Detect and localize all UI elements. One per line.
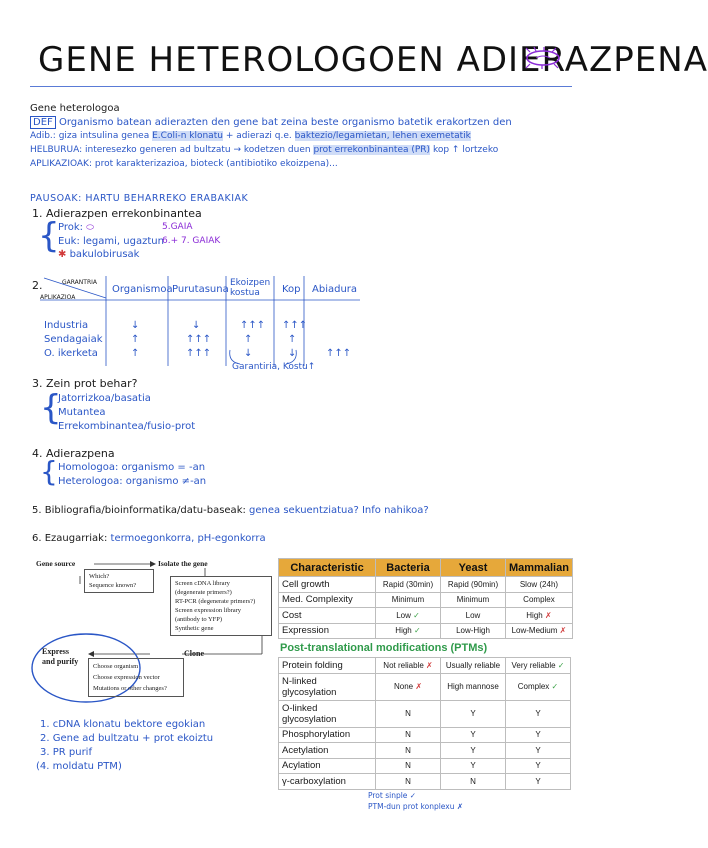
flow-choice-3: Mutations or other changes? — [93, 685, 167, 692]
flow-express: Express — [42, 647, 69, 656]
flow-isolate: Isolate the gene — [158, 559, 208, 568]
carboxylation-bacteria: N — [376, 774, 441, 790]
virus-icon: ✱ — [58, 249, 67, 260]
step-4-item-1: Homologoa: organismo = -an — [58, 462, 206, 473]
col-abiadura: Abiadura — [312, 284, 358, 295]
step-1-prok-ref: 5.GAIA — [162, 222, 193, 232]
step-3-brace-icon: { — [40, 388, 62, 428]
cell-ikerketa-kostua: ↓ — [244, 348, 253, 359]
def-line — [30, 117, 512, 128]
helburua-text-e: kop ↑ lortzeko — [432, 145, 499, 155]
protein-folding-yeast: Usually reliable — [441, 658, 506, 674]
step-4-title: 4. Adierazpena — [32, 447, 115, 460]
check-icon: ✓ — [557, 660, 565, 670]
phosphorylation-mammalian: Y — [506, 727, 571, 743]
def-label: DEF — [30, 116, 56, 129]
cost-bacteria-cell — [376, 608, 441, 624]
step-1-prok — [58, 222, 94, 234]
adib-text-b: E.Coli-n klonatu — [152, 131, 223, 141]
n-linked-yeast: High mannose — [441, 673, 506, 700]
cost-mammalian: High — [526, 610, 543, 620]
title-underline — [30, 86, 572, 87]
step-6-line — [32, 533, 266, 544]
steps-list-1: 1. cDNA klonatu bektore egokian — [40, 719, 206, 730]
helburua-text-a: interesezko generen ad bultzatu — [84, 145, 231, 155]
n-linked-mammalian: Complex — [517, 682, 550, 691]
adib-label: Adib.: — [30, 131, 56, 141]
check-icon: ✓ — [413, 610, 420, 620]
acylation-bacteria: N — [376, 758, 441, 774]
flow-which: Which? — [89, 573, 110, 580]
cell-sendagaiak-organismoa: ↑ — [131, 334, 140, 345]
cell-sendagaiak-kop: ↑ — [288, 334, 297, 345]
comparison-table-wrap — [278, 558, 573, 639]
acylation-label: Acylation — [279, 758, 376, 774]
cross-icon: ✗ — [426, 660, 433, 670]
cell-sendagaiak-purutasuna: ↑↑↑ — [186, 334, 212, 345]
cell-growth-label: Cell growth — [279, 577, 376, 593]
helburua-text-d: prot errekonbinantea (PR) — [313, 145, 431, 155]
cell-industria-kop: ↑↑↑ — [282, 320, 308, 331]
col-organismoa: Organismoa — [112, 284, 173, 295]
adib-text-d: q.e. — [274, 131, 292, 141]
flow-which-box — [84, 569, 154, 593]
cell-growth-bacteria: Rapid (30min) — [376, 577, 441, 593]
row-industria-label: Industria — [44, 320, 89, 331]
step-1-bak — [58, 249, 139, 260]
cross-icon: ✗ — [544, 610, 552, 620]
flow-gene-source: Gene source — [36, 559, 76, 568]
table-row — [279, 700, 571, 727]
comparison-table — [278, 558, 573, 639]
flow-options-box — [170, 576, 272, 636]
flow-express-label — [42, 647, 78, 667]
flow-seq-known: Sequence known? — [89, 582, 137, 589]
med-complexity-yeast: Minimum — [441, 592, 506, 608]
adib-text-e: baktezio/legamietan, lehen exemetatik — [294, 131, 471, 141]
n-linked-bacteria-cell — [376, 673, 441, 700]
step-3-item-3: Errekombinantea/fusio-prot — [58, 421, 196, 432]
cell-growth-mammalian: Slow (24h) — [506, 577, 573, 593]
phosphorylation-bacteria: N — [376, 727, 441, 743]
flow-option-2: (degenerate primers?) — [175, 589, 232, 596]
cost-mammalian-cell — [506, 608, 573, 624]
table-row — [279, 743, 571, 759]
helburua-text-b: → — [233, 145, 242, 155]
table-row — [279, 727, 571, 743]
flow-option-5: (antibody to YFP) — [175, 616, 223, 623]
expression-yeast: Low-High — [441, 623, 506, 639]
col-ekoizpen-kostua: Ekoizpen kostua — [230, 278, 271, 298]
n-linked-bacteria: None — [393, 682, 414, 691]
steps-list-3: 3. PR purif — [40, 747, 92, 758]
row-sendagaiak-label: Sendagaiak — [44, 334, 103, 345]
check-icon: ✓ — [551, 682, 559, 691]
flow-choices-box — [88, 658, 184, 697]
table-row — [279, 758, 571, 774]
steps-list-2: 2. Gene ad bultzatu + prot ekoiztu — [40, 733, 214, 744]
protein-folding-mammalian-cell — [506, 658, 571, 674]
expression-mammalian-cell — [506, 623, 573, 639]
flow-and-purify: and purify — [42, 657, 79, 666]
ptm-table — [278, 657, 571, 790]
header-mammalian: Mammalian — [506, 559, 573, 577]
step-1-bak-label: bakulobirusak — [69, 249, 140, 260]
header-yeast: Yeast — [441, 559, 506, 577]
cross-icon: ✗ — [415, 682, 423, 691]
aplikazioak-text: prot karakterizazioa, bioteck (antibiotiko ekoizpena)... — [94, 159, 338, 169]
acetylation-mammalian: Y — [506, 743, 571, 759]
table-row — [279, 774, 571, 790]
ptm-table-wrap — [278, 657, 571, 790]
step-5-line — [32, 505, 429, 516]
step-5-text: genea sekuentziatua? Info nahikoa? — [249, 505, 429, 516]
flow-option-6: Synthetic gene — [175, 625, 214, 632]
adib-text-a: giza intsulina genea — [58, 131, 150, 141]
acetylation-label: Acetylation — [279, 743, 376, 759]
step-4-item-2: Heterologoa: organismo ≠-an — [58, 476, 207, 487]
cell-industria-kostua: ↑↑↑ — [240, 320, 266, 331]
step-2-garantria: GARANTRIA — [62, 279, 97, 286]
aplikazioak-line — [30, 159, 338, 170]
note-simple-protein: Prot sinple ✓ — [368, 791, 417, 800]
ptm-title: Post-translational modifications (PTMs) — [280, 642, 488, 654]
row-ikerketa-label: O. ikerketa — [44, 348, 98, 359]
comparison-header-row — [279, 559, 573, 577]
check-icon: ✓ — [413, 626, 421, 636]
adib-line — [30, 131, 471, 142]
cell-ikerketa-abiadura: ↑↑↑ — [326, 348, 352, 359]
cell-growth-yeast: Rapid (90min) — [441, 577, 506, 593]
acylation-yeast: Y — [441, 758, 506, 774]
def-text: Organismo batean adierazten den gene bat zeina beste organismo batetik erakortzen den — [58, 117, 512, 128]
note-complex-protein: PTM-dun prot konplexu ✗ — [368, 802, 464, 811]
col-kop: Kop — [282, 284, 301, 295]
carboxylation-mammalian: Y — [506, 774, 571, 790]
cost-yeast: Low — [441, 608, 506, 624]
intro-heading: Gene heterologoa — [30, 103, 120, 114]
pausoak-heading: PAUSOAK: HARTU BEHARREKO ERABAKIAK — [30, 193, 249, 204]
helburua-label: HELBURUA: — [30, 145, 83, 155]
table-row — [279, 673, 571, 700]
helburua-text-c: kodetzen duen — [243, 145, 311, 155]
flow-choice-2: Choose expression vector — [93, 674, 160, 681]
prok-bacteria-icon: ⬭ — [86, 223, 94, 233]
step-3-item-2: Mutantea — [58, 407, 106, 418]
step-6-label: 6. Ezaugarriak: — [32, 533, 108, 544]
helburua-line — [30, 145, 498, 156]
cell-industria-purutasuna: ↓ — [192, 320, 201, 331]
o-linked-mammalian: Y — [506, 700, 571, 727]
phosphorylation-yeast: Y — [441, 727, 506, 743]
step-1-euk: Euk: legami, ugaztun — [58, 236, 164, 247]
med-complexity-label: Med. Complexity — [279, 592, 376, 608]
acetylation-yeast: Y — [441, 743, 506, 759]
step-3-item-1: Jatorrizkoa/basatia — [58, 393, 151, 404]
o-linked-yeast: Y — [441, 700, 506, 727]
acylation-mammalian: Y — [506, 758, 571, 774]
adib-text-c: + adierazi — [225, 131, 272, 141]
header-bacteria: Bacteria — [376, 559, 441, 577]
o-linked-label: O-linked glycosylation — [279, 700, 376, 727]
flow-option-4: Screen expression library — [175, 607, 242, 614]
cell-ikerketa-purutasuna: ↑↑↑ — [186, 348, 212, 359]
expression-bacteria: High — [395, 626, 412, 636]
bacteria-doodle-icon — [522, 46, 564, 74]
cross-icon: ✗ — [559, 626, 567, 636]
med-complexity-mammalian: Complex — [506, 592, 573, 608]
step-6-text: termoegonkorra, pH-egonkorra — [110, 533, 266, 544]
cell-ikerketa-organismoa: ↑ — [131, 348, 140, 359]
protein-folding-label: Protein folding — [279, 658, 376, 674]
table-row — [279, 608, 573, 624]
n-linked-mammalian-cell — [506, 673, 571, 700]
step-5-label: 5. Bibliografia/bioinformatika/datu-baseak: — [32, 505, 246, 516]
table-row — [279, 577, 573, 593]
steps-list-4: (4. moldatu PTM) — [36, 761, 122, 772]
cell-industria-organismoa: ↓ — [131, 320, 140, 331]
step-2-note: Garantiria, Kostu↑ — [232, 362, 316, 372]
step-3-title: 3. Zein prot behar? — [32, 377, 138, 390]
med-complexity-bacteria: Minimum — [376, 592, 441, 608]
step-4-brace-icon: { — [40, 455, 58, 488]
cost-label: Cost — [279, 608, 376, 624]
aplikazioak-label: APLIKAZIOAK: — [30, 159, 92, 169]
table-row — [279, 658, 571, 674]
table-row — [279, 592, 573, 608]
carboxylation-label: γ-carboxylation — [279, 774, 376, 790]
step-1-prok-label: Prok: — [58, 222, 84, 233]
step-2-number: 2. — [32, 279, 43, 292]
protein-folding-mammalian: Very reliable — [511, 660, 556, 670]
page-title: GENE HETEROLOGOEN ADIERAZPENA — [38, 40, 708, 80]
protein-folding-bacteria: Not reliable — [383, 660, 424, 670]
flow-choice-1: Choose organism — [93, 663, 139, 670]
expression-mammalian: Low-Medium — [511, 626, 558, 636]
acetylation-bacteria: N — [376, 743, 441, 759]
protein-folding-bacteria-cell — [376, 658, 441, 674]
flow-option-3: RT-PCR (degenerate primers?) — [175, 598, 256, 605]
expression-bacteria-cell — [376, 623, 441, 639]
table-row — [279, 623, 573, 639]
step-2-aplikazioa: APLIKAZIOA — [40, 294, 76, 301]
phosphorylation-label: Phosphorylation — [279, 727, 376, 743]
expression-label: Expression — [279, 623, 376, 639]
cell-ikerketa-kop: ↓ — [288, 348, 297, 359]
step-1-euk-ref: 6.+ 7. GAIAK — [162, 236, 221, 246]
o-linked-bacteria: N — [376, 700, 441, 727]
carboxylation-yeast: N — [441, 774, 506, 790]
step-1-brace-icon: { — [38, 216, 60, 256]
flow-option-1: Screen cDNA library — [175, 580, 230, 587]
col-purutasuna: Purutasuna — [172, 284, 229, 295]
step-1-title: 1. Adierazpen errekonbinantea — [32, 207, 202, 220]
flow-clone: Clone — [184, 649, 204, 658]
cell-sendagaiak-kostua: ↑ — [244, 334, 253, 345]
n-linked-label: N-linked glycosylation — [279, 673, 376, 700]
cost-bacteria: Low — [396, 610, 411, 620]
header-characteristic: Characteristic — [279, 559, 376, 577]
